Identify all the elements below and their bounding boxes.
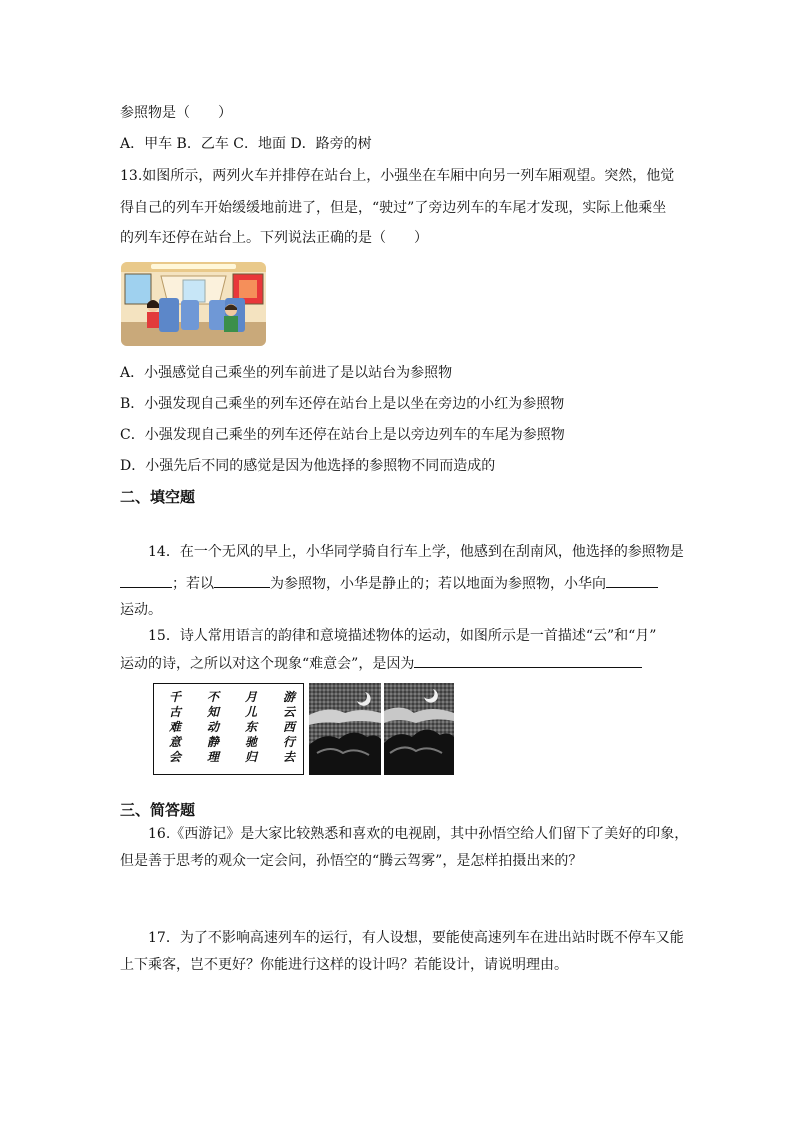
poem-column-3: 不知动静理 bbox=[206, 690, 219, 764]
poem-column-2: 月儿东驰归 bbox=[244, 690, 257, 764]
q12-options: A．甲车 B．乙车 C．地面 D．路旁的树 bbox=[120, 136, 372, 152]
q13-option-b: B．小强发现自己乘坐的列车还停在站台上是以坐在旁边的小红为参照物 bbox=[120, 396, 565, 412]
q14-line1: 14．在一个无风的早上，小华同学骑自行车上学，他感到在刮南风，他选择的参照物是 bbox=[148, 544, 684, 560]
train-carriage-image bbox=[121, 262, 266, 346]
q14-blank-1[interactable] bbox=[120, 573, 172, 588]
q14-blank-2[interactable] bbox=[214, 573, 270, 588]
q13-line3: 的列车还停在站台上。下列说法正确的是（ ） bbox=[120, 230, 428, 246]
q14-blank-3[interactable] bbox=[606, 573, 658, 588]
q12-stem-tail: 参照物是（ ） bbox=[120, 105, 232, 121]
q16-line2: 但是善于思考的观众一定会问，孙悟空的“腾云驾雾”，是怎样拍摄出来的？ bbox=[120, 853, 583, 869]
cloud-moon-scene-2 bbox=[384, 683, 454, 775]
q15-blank[interactable] bbox=[414, 653, 642, 668]
q15-line1: 15．诗人常用语言的韵律和意境描述物体的运动，如图所示是一首描述“云”和“月” bbox=[148, 628, 657, 644]
q13-option-c: C．小强发现自己乘坐的列车还停在站台上是以旁边列车的车尾为参照物 bbox=[120, 427, 565, 443]
section-short-answer-title: 三、简答题 bbox=[120, 801, 196, 819]
q13-option-d: D．小强先后不同的感觉是因为他选择的参照物不同而造成的 bbox=[120, 458, 496, 474]
q13-line2: 得自己的列车开始缓缓地前进了，但是，“驶过”了旁边列车的车尾才发现，实际上他乘坐 bbox=[120, 200, 667, 216]
poem-figure bbox=[153, 683, 304, 775]
poem-column-1: 游云西行去 bbox=[282, 690, 295, 764]
q17-line2: 上下乘客，岂不更好？你能进行这样的设计吗？若能设计，请说明理由。 bbox=[120, 957, 568, 973]
poem-column-4: 千古难意会 bbox=[168, 690, 181, 764]
q14-line3: 运动。 bbox=[120, 602, 162, 618]
cloud-moon-scene-1 bbox=[309, 683, 381, 775]
section-fill-in-title: 二、填空题 bbox=[120, 488, 196, 506]
q16-line1: 16.《西游记》是大家比较熟悉和喜欢的电视剧，其中孙悟空给人们留下了美好的印象， bbox=[148, 826, 689, 842]
q13-line1: 13.如图所示，两列火车并排停在站台上，小强坐在车厢中向另一列车厢观望。突然，他觉 bbox=[120, 168, 675, 184]
q14-line2: ；若以 为参照物，小华是静止的；若以地面为参照物，小华向 bbox=[120, 573, 658, 594]
q13-option-a: A．小强感觉自己乘坐的列车前进了是以站台为参照物 bbox=[120, 365, 453, 381]
q17-line1: 17．为了不影响高速列车的运行，有人设想，要能使高速列车在进出站时既不停车又能 bbox=[148, 930, 684, 946]
q15-line2: 运动的诗，之所以对这个现象“难意会”，是因为 bbox=[120, 653, 642, 674]
